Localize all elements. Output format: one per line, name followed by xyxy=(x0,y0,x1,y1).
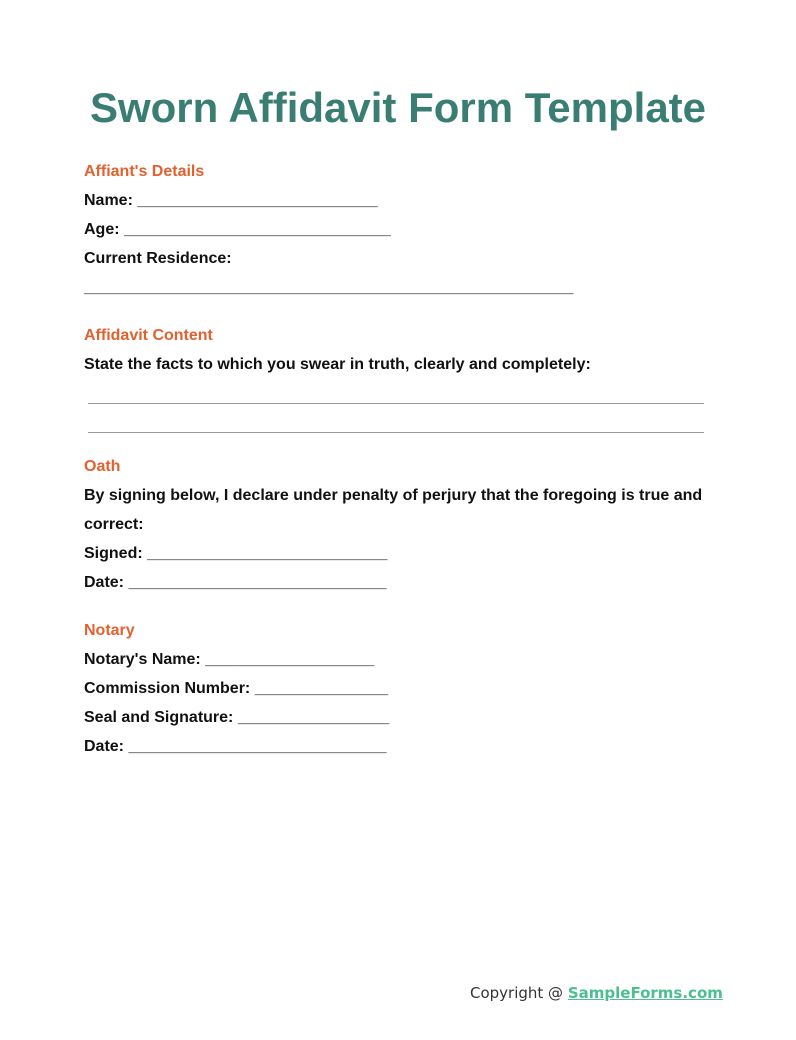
oath-signed-field: Signed: ___________________________ xyxy=(84,545,388,562)
notary-name-field: Notary's Name: ___________________ xyxy=(84,651,375,668)
form-body xyxy=(84,157,714,761)
oath-heading: Oath xyxy=(84,458,121,475)
facts-writing-area xyxy=(84,379,714,403)
copyright-prefix: Copyright @ xyxy=(470,984,568,1002)
affiant-details-heading: Affiant's Details xyxy=(84,163,205,180)
sampleforms-link[interactable]: SampleForms.com xyxy=(567,984,723,1002)
page-title: Sworn Affidavit Form Template xyxy=(89,84,707,131)
oath-date-field: Date: _____________________________ xyxy=(84,574,387,591)
seal-signature-field: Seal and Signature: _________________ xyxy=(84,709,390,726)
affiant-age-field: Age: ______________________________ xyxy=(84,221,391,238)
copyright-footer xyxy=(470,983,723,1003)
affidavit-content-heading: Affidavit Content xyxy=(84,327,213,344)
commission-number-field: Commission Number: _______________ xyxy=(84,680,389,697)
affidavit-content-prompt: State the facts to which you swear in truth, clearly and completely: xyxy=(84,356,591,373)
affiant-name-field: Name: ___________________________ xyxy=(84,192,378,209)
notary-heading: Notary xyxy=(84,622,135,639)
current-residence-line: _______________________________________________________ xyxy=(84,279,574,296)
current-residence-label: Current Residence: xyxy=(84,250,232,267)
notary-date-field: Date: _____________________________ xyxy=(84,738,387,755)
oath-statement: By signing below, I declare under penalty of perjury that the foregoing is true and correct: xyxy=(84,487,703,533)
